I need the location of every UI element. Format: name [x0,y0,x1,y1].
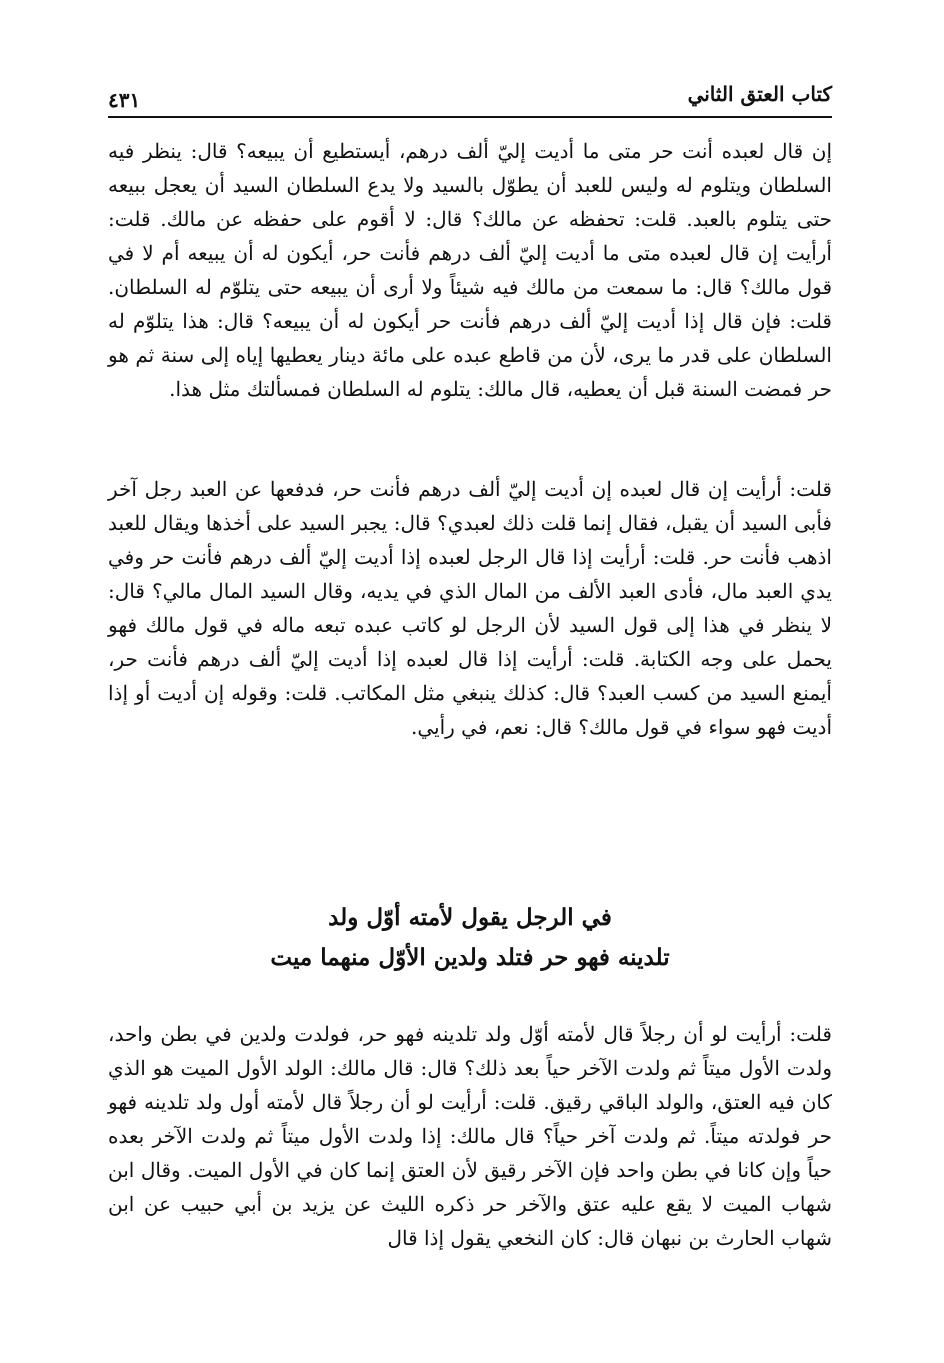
paragraph-3-text: قلت: أرأيت لو أن رجلاً قال لأمته أوّل ولد تلدينه فهو حر، فولدت ولدين في بطن واحد، ولدت الأول ميتاً ثم ولدت الآخر حياً بعد ذلك؟ قال: قال مالك: الولد الأول الميت هو الذي كان فيه العتق، والولد الباقي رقيق. قلت: أرأيت لو أن رجلاً قال لأمته أول ولد تلدينه فهو حر فولدته ميتاً. ثم ولدت آخر حياً؟ قال مالك: إذا ولدت الأول ميتاً ثم ولدت الآخر بعده حياً وإن كانا في بطن واحد فإن الآخر رقيق لأن العتق إنما كان في الأول الميت. وقال ابن شهاب الميت لا يقع عليه عتق والآخر حر ذكره الليث عن يزيد بن أبي حبيب عن ابن شهاب الحارث بن نبهان قال: كان النخعي يقول إذا قال [108,1022,832,1250]
page-header [108,70,832,114]
paragraph-2-text: قلت: أرأيت إن قال لعبده إن أديت إليّ ألف درهم فأنت حر، فدفعها عن العبد رجل آخر فأبى السيد أن يقبل، فقال إنما قلت ذلك لعبدي؟ قال: يجبر السيد على أخذها ويقال للعبد اذهب فأنت حر. قلت: أرأيت إذا قال الرجل لعبده إذا أديت إليّ ألف درهم فأنت حر وفي يدي العبد مال، فأدى العبد الألف من المال الذي في يديه، وقال السيد المال مالي؟ قال: لا ينظر في هذا إلى قول السيد لأن الرجل لو كاتب عبده تبعه ماله في قول مالك فهو يحمل على وجه الكتابة. قلت: أرأيت إذا قال لعبده إذا أديت إليّ ألف درهم فأنت حر، أيمنع السيد من كسب العبد؟ قال: كذلك ينبغي مثل المكاتب. قلت: وقوله إن أديت أو إذا أديت فهو سواء في قول مالك؟ قال: نعم، في رأيي. [108,477,832,739]
running-title: كتاب العتق الثاني [687,82,832,106]
section-heading [108,898,832,978]
paragraph-3 [108,1017,832,1255]
paragraph-2 [108,472,832,744]
section-heading-line-2: تلدينه فهو حر فتلد ولدين الأوّل منهما ميت [270,944,670,971]
paragraph-1 [108,134,832,406]
page-number: ٤٣١ [108,88,141,112]
paragraph-1-text: إن قال لعبده أنت حر متى ما أديت إليّ ألف درهم، أيستطيع أن يبيعه؟ قال: ينظر فيه السلطان ويتلوم له وليس للعبد أن يطوّل بالسيد ولا يدع السلطان السيد أن يعجل ببيعه حتى يتلوم بالعبد. قلت: تحفظه عن مالك؟ قال: لا أقوم على حفظه عن مالك. قلت: أرأيت إن قال لعبده متى ما أديت إليّ ألف درهم فأنت حر، أيكون له أن يبيعه أم لا في قول مالك؟ قال: ما سمعت من مالك فيه شيئاً ولا أرى أن يبيعه حتى يتلوّم له السلطان. قلت: فإن قال إذا أديت إليّ ألف درهم فأنت حر أيكون له أن يبيعه؟ قال: هذا يتلوّم له السلطان على قدر ما يرى، لأن من قاطع عبده على مائة دينار يعطيها إياه إلى سنة ثم هو حر فمضت السنة قبل أن يعطيه، قال مالك: يتلوم له السلطان فمسألتك مثل هذا. [108,139,832,401]
section-heading-line-1: في الرجل يقول لأمته أوّل ولد [328,904,612,931]
header-rule [108,116,832,118]
